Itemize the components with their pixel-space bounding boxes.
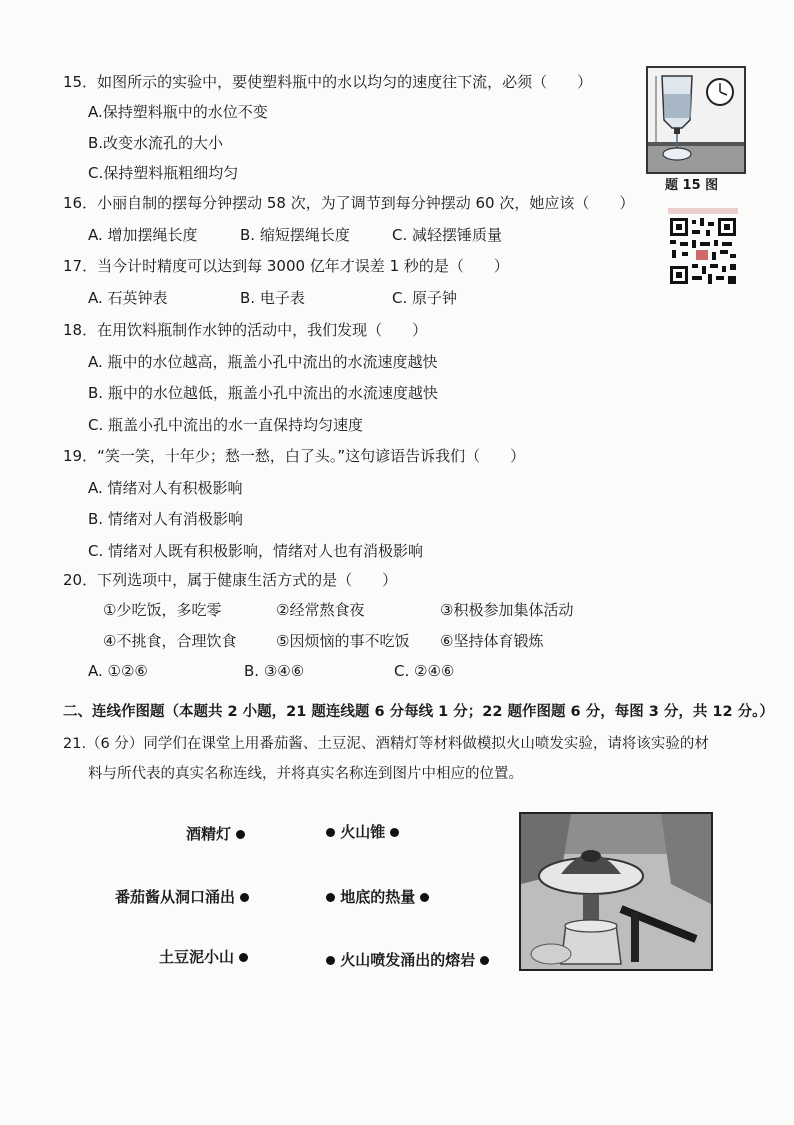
- match-dot[interactable]: [420, 893, 429, 902]
- q20-stem: 20．下列选项中，属于健康生活方式的是（ ）: [63, 571, 398, 589]
- bottle-clock-illustration: [648, 68, 744, 172]
- q20-item-1: ①少吃饭，多吃零: [103, 601, 222, 619]
- match-right-item: [326, 822, 399, 842]
- q15-option-b: B.改变水流孔的大小: [88, 134, 224, 152]
- match-right-label: 地底的热量: [340, 888, 416, 906]
- q18-option-c: C. 瓶盖小孔中流出的水一直保持均匀速度: [88, 416, 364, 434]
- match-dot[interactable]: [236, 830, 245, 839]
- q15-figure-caption: 题 15 图: [665, 178, 719, 193]
- q20-option-c: C. ②④⑥: [394, 662, 455, 680]
- q15-figure: [646, 66, 746, 174]
- match-left-label: 土豆泥小山: [159, 948, 235, 966]
- q15-stem: 15．如图所示的实验中，要使塑料瓶中的水以均匀的速度往下流，必须（ ）: [63, 73, 593, 91]
- q20-item-6: ⑥坚持体育锻炼: [440, 632, 544, 650]
- match-dot[interactable]: [326, 828, 335, 837]
- match-right-label: 火山锥: [340, 823, 386, 841]
- q16-stem: 16．小丽自制的摆每分钟摆动 58 次，为了调节到每分钟摆动 60 次，她应该（ ）: [63, 194, 635, 212]
- q21-text-line-2: 料与所代表的真实名称连线，并将真实名称连到图片中相应的位置。: [88, 766, 523, 782]
- q20-item-5: ⑤因烦恼的事不吃饭: [276, 632, 410, 650]
- q19-option-c: C. 情绪对人既有积极影响，情绪对人也有消极影响: [88, 542, 424, 560]
- q19-stem: 19．“笑一笑，十年少；愁一愁，白了头。”这句谚语告诉我们（ ）: [63, 447, 526, 465]
- q19-option-a: A. 情绪对人有积极影响: [88, 479, 243, 497]
- match-dot[interactable]: [326, 956, 335, 965]
- q20-option-a: A. ①②⑥: [88, 662, 148, 680]
- q20-item-3: ③积极参加集体活动: [440, 601, 574, 619]
- q20-item-2: ②经常熬食夜: [276, 601, 365, 619]
- q20-item-4: ④不挑食，合理饮食: [103, 632, 237, 650]
- q18-option-a: A. 瓶中的水位越高，瓶盖小孔中流出的水流速度越快: [88, 353, 438, 371]
- q18-stem: 18．在用饮料瓶制作水钟的活动中，我们发现（ ）: [63, 321, 428, 339]
- match-right-item: [326, 950, 489, 970]
- volcano-experiment-illustration: [521, 814, 711, 969]
- match-dot[interactable]: [326, 893, 335, 902]
- q17-stem: 17．当今计时精度可以达到每 3000 亿年才误差 1 秒的是（ ）: [63, 257, 509, 275]
- match-right-label: 火山喷发涌出的熔岩: [340, 951, 476, 969]
- volcano-experiment-photo: [519, 812, 713, 971]
- q17-option-b: B. 电子表: [240, 289, 305, 307]
- q19-option-b: B. 情绪对人有消极影响: [88, 510, 243, 528]
- match-left-item: [159, 947, 248, 967]
- match-left-label: 酒精灯: [186, 825, 232, 843]
- q16-option-b: B. 缩短摆绳长度: [240, 226, 350, 244]
- match-dot[interactable]: [480, 956, 489, 965]
- q16-option-a: A. 增加摆绳长度: [88, 226, 198, 244]
- q16-option-c: C. 减轻摆锤质量: [392, 226, 503, 244]
- match-left-item: [115, 887, 249, 907]
- q17-option-c: C. 原子钟: [392, 289, 458, 307]
- match-dot[interactable]: [240, 893, 249, 902]
- section-2-heading: 二、连线作图题（本题共 2 小题，21 题连线题 6 分每线 1 分；22 题作图题 6 分，每图 3 分，共 12 分。）: [63, 704, 774, 720]
- match-dot[interactable]: [390, 828, 399, 837]
- q15-option-a: A.保持塑料瓶中的水位不变: [88, 103, 268, 121]
- q17-option-a: A. 石英钟表: [88, 289, 168, 307]
- match-right-item: [326, 887, 429, 907]
- q18-option-b: B. 瓶中的水位越低，瓶盖小孔中流出的水流速度越快: [88, 384, 438, 402]
- match-dot[interactable]: [239, 953, 248, 962]
- q20-option-b: B. ③④⑥: [244, 662, 305, 680]
- q15-option-c: C.保持塑料瓶粗细均匀: [88, 164, 239, 182]
- q21-text-line-1: 21.（6 分）同学们在课堂上用番茄酱、土豆泥、酒精灯等材料做模拟火山喷发实验，请将该实验的材: [63, 736, 709, 752]
- match-left-label: 番茄酱从洞口涌出: [115, 888, 236, 906]
- qr-code: [668, 208, 738, 286]
- match-left-item: [186, 824, 245, 844]
- qr-code-graphic: [668, 208, 738, 286]
